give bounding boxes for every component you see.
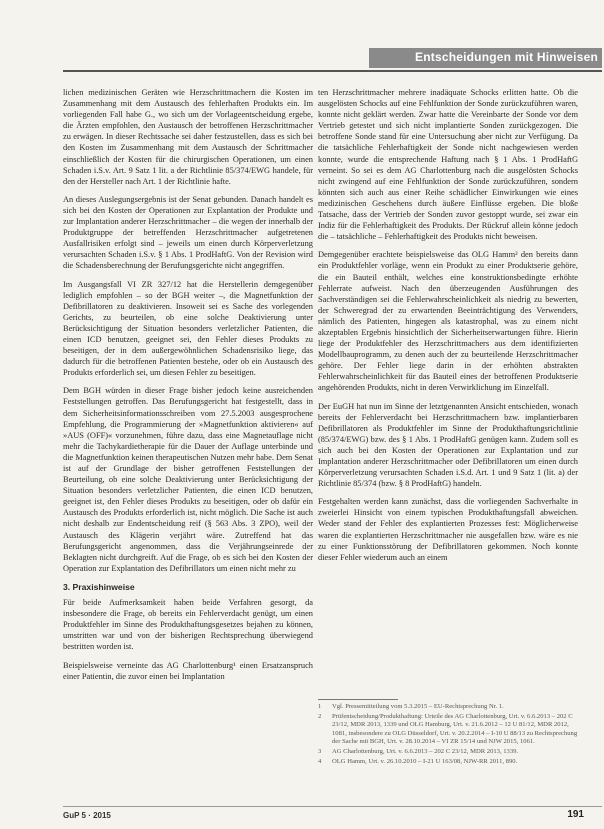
left-paragraph: Beispielsweise verneinte das AG Charlottenburg¹ einen Ersatzanspruch einer Patientin, die zuvor einen bei Implantation	[63, 660, 313, 681]
section-header-band	[369, 48, 602, 68]
header-rule	[63, 70, 602, 72]
footnote-text: OLG Hamm, Urt. v. 26.10.2010 – I-21 U 163/08, NJW-RR 2011, 890.	[332, 757, 518, 765]
footnote-number: 3	[318, 747, 322, 755]
right-column	[318, 87, 578, 570]
page-number: 191	[567, 809, 584, 820]
footnote	[318, 713, 578, 747]
left-paragraph: lichen medizinischen Geräten wie Herzschrittmachern die Kosten im Zusammenhang mit dem Austausch des fehlerhaften Produkts ein. Im vorliegenden Fall habe G., wo sich um der Vorlageentscheidung ergebe, die Ärzten empfohlen, den Austausch der betroffenen Herzschrittmacher zu erwägen. In dieser Rechtssache sei daher festzustellen, dass es sich bei den Kosten im Zusammenhang mit dem Austausch der Schrittmacher einschließlich der Kosten für die chirurgischen Operationen, um einen Schaden i.S.v. Art. 9 Satz 1 lit. a der Richtlinie 85/374/EWG handele, für den der Hersteller nach Art. 1 der Richtlinie hafte.	[63, 88, 313, 186]
footnote-text: AG Charlottenburg, Urt. v. 6.6.2013 – 202 C 23/12, MDR 2013, 1339.	[332, 747, 519, 755]
footnote-text: Prüfentscheidung/Produkthaftung: Urteile des AG Charlottenburg, Urt. v. 6.6.2013 – 202 C 23/12, MDR 2013, 1339 und OLG Hamburg, Urt. v. 21.6.2012 – 12 U 81/12, MDR 2012, 1081, insbesondere zu OLG Düsseldorf, Urt. v. 20.2.2014 – I-10 U 88/13 zu Rechtsprechung der Sache mit BGH, Urt. v. 28.10.2014 – VI ZR 15/14 und NJW 2015, 1061.	[332, 712, 578, 746]
footnote-number: 1	[318, 703, 322, 710]
footnote-number: 2	[318, 712, 322, 720]
left-paragraph: Für beide Aufmerksamkeit haben beide Verfahren gesorgt, da insbesondere die Frage, ob bereits ein Fehlerverdacht genügt, um einen Produktfehler im Sinne des Produkthaftungsgesetzes bejahen zu können, umstritten war und von der bisherigen Rechtsprechung überwiegend bestritten worden ist.	[63, 598, 313, 652]
left-paragraph: Dem BGH würden in dieser Frage bisher jedoch keine ausreichenden Feststellungen getroffen. Das Berufungsgericht hat festgestellt, dass in dem Sicherheitsinformationsschreiben vom 27.5.2003 ausgesprochene Empfehlung, die Programmierung der »Magnetfunktion aktivieren« auf »AUS (OFF)« vorzunehmen, führe dazu, dass eine Magnetauflage nicht mehr die Tachykardietherapie für die Dauer der Auflage unterbinde und die Magnetfunktion keinen therapeutischen Nutzen mehr habe. Dem Senat ist auf der Grundlage der bisher getroffenen Feststellungen der Beurteilung, ob eine solche Deaktivierung unter Berücksichtigung der Situation besonders verletzlicher Patienten, die einen ICD benutzen, geeignet ist, den Fehler dieses Produkts zu beseitigen, oder ob dafür ein Austausch des Produkts erforderlich ist, nicht möglich. Die Sache ist auch nicht deshalb zur Endentscheidung reif (§ 563 Abs. 3 ZPO), weil der Austausch des Klägerin verjährt wäre. Zutreffend hat das Berufungsgericht angenommen, dass die Verjährungseinrede der Beklagten nicht durchgreift. Auf die Frage, ob es sich bei den Kosten der Operation zur Explantation des Defibrillators um einen nicht mehr zu	[63, 386, 314, 573]
section-header-title: Entscheidungen mit Hinweisen	[415, 50, 598, 64]
footnotes	[318, 703, 578, 767]
left-paragraph: Im Ausgangsfall VI ZR 327/12 hat die Herstellerin demgegenüber lediglich empfohlen – so der BGH weiter –, die Magnetfunktion der Defibrillatoren zu deaktivieren. Insoweit sei es Sache des vorlegenden Gerichts, zu beurteilen, ob eine solche Deaktivierung unter Berücksichtigung der Situation besonders verletzlicher Patienten, die einen ICD benutzen, geeignet sei, den Fehler dieses Produkts zu beseitigen, der in dem außergewöhnlichen Schadensrisiko liege, das dadurch für die betroffenen Patienten bestehe, oder ob ein Austausch des Produkts erforderlich sei, um diesen Fehler zu beseitigen.	[63, 279, 313, 378]
section-heading: 3. Praxishinweise	[63, 581, 135, 592]
footer-rule	[63, 806, 602, 807]
right-paragraph: Der EuGH hat nun im Sinne der letztgenannten Ansicht entschieden, wonach bereits der Fehlerverdacht bei Herzschrittmachern bzw. implantierbaren Defibrillatoren als Produktfehler im Sinne der Produkthaftungsrichtlinie (85/374/EWG) bzw. des § 1 Abs. 1 ProdHaftG genügen kann. Zudem soll es sich auch bei den Kosten der Operationen zur Explantation und zur Implantation anderer Herzschrittmacher oder Defibrillatoren um einen durch Körperverletzung verursachten Schaden i.S.d. Art. 1 und 9 Satz 1 (lit. a) der Richtlinie 85/374 (bzw. § 8 ProdHaftG) handeln.	[318, 401, 578, 489]
right-paragraph: Festgehalten werden kann zunächst, dass die vorliegenden Sachverhalte in zweierlei Hinsicht von einem typischen Produkthaftungsfall abweichen. Weder stand der Fehler des explantierten Prozesses fest: Möglicherweise waren die explantierten Herzschrittmacher nie ausgefallen bzw. wäre es nie zu einer Funktionsstörung der Defibrillatoren gekommen. Noch konnte dieser Fehler wiederum auch an einem	[318, 497, 578, 562]
footnote	[318, 758, 578, 767]
left-column	[63, 87, 313, 689]
footnote	[318, 748, 578, 757]
footnote-text: Vgl. Pressemitteilung vom 5.3.2015 – EU-Rechtsprechung Nr. 1.	[332, 703, 504, 710]
footnote	[318, 703, 578, 712]
footnote-number: 4	[318, 757, 322, 765]
journal-issue: GuP 5 · 2015	[63, 811, 111, 820]
left-paragraph: An dieses Auslegungsergebnis ist der Senat gebunden. Danach handelt es sich bei den Kosten der Operationen zur Explantation der Produkte und zur Implantation anderer Herzschrittmacher – die wegen der innerhalb der Produktgruppe der betreffenden Herzschrittmacher aufgetretenen Ausfallrisiken erfolgt sind – jeweils um einen durch Körperverletzung verursachten Schaden i.S.v. § 1 Abs. 1 ProdHaftG. Von der Revision wird die Schadensberechnung der Berufungsgerichte nicht angegriffen.	[63, 194, 313, 271]
footnote-rule	[318, 699, 398, 700]
right-paragraph: Demgegenüber erachtete beispielsweise das OLG Hamm² den bereits dann ein Produktfehler vorläge, wenn ein Produkt zu einer Produktserie gehöre, die ein Bauteil enthält, welches eine konstruktionsbedingte erhöhte Fehlerrate aufweist. Nach den überzeugenden Ausführungen des Sachverständigen sei die Fehlerwahrscheinlichkeit als niedrig zu bewerten, der Schweregrad der zu erwartenden Beeinträchtigung des Verwenders, nämlich des Patienten, hingegen als katastrophal, was zu einem nicht akzeptablen Ergebnis hinsichtlich der Sicherheitserwartungen führe. Hierin liege der Produktfehler des Herzschrittmachers aus dem identifizierten Modellbauprogramm, zu denen auch der zu beurteilende Herzschrittmacher gehöre. Der Fehler liege darin in der erhöhten abstrakten Fehlerwahrscheinlichkeit für das Bauteil eines der betroffenen Produktserie angehörenden Produkts, nicht in deren Verwirklichung im Einzelfall.	[318, 250, 578, 393]
right-paragraph: ten Herzschrittmacher mehrere inadäquate Schocks erlitten hatte. Ob die ausgelösten Schocks auf eine Fehlfunktion der Sonde zurückzuführen waren, konnte nicht geklärt werden. Zwar hatte die Vereinbarte der Sonde vor dem Vertrieb getestet und sich nicht implantierte Sonden zurückgezogen. Die betroffene Sonde stand für eine Untersuchung aber nicht zur Verfügung. Da die tatsächliche Fehlerhaftigkeit der Sonde nicht nachgewiesen werden konnte, wurde die entsprechende Haftung nach § 1 Abs. 1 ProdHaftG verneint. So sei es dem AG Charlottenburg nach die ausgelösten Schocks nicht zwingend auf eine Fehlfunktion der Sonde zurückzuführen, sondern könnten sich auch aus einer Reihe schädlicher Einwirkungen wie eines medizinischen Geschehens durch äußere Einflüsse ergeben. Die bloße Tatsache, dass der Vertrieb der Sonden zuvor gestoppt wurde, sei zwar ein Indiz für die Fehlerhaftigkeit des Produkts. Der Rückruf allein könne jedoch die – tatsächliche – Fehlerhaftigkeit des Produkts nicht beweisen.	[318, 88, 578, 242]
